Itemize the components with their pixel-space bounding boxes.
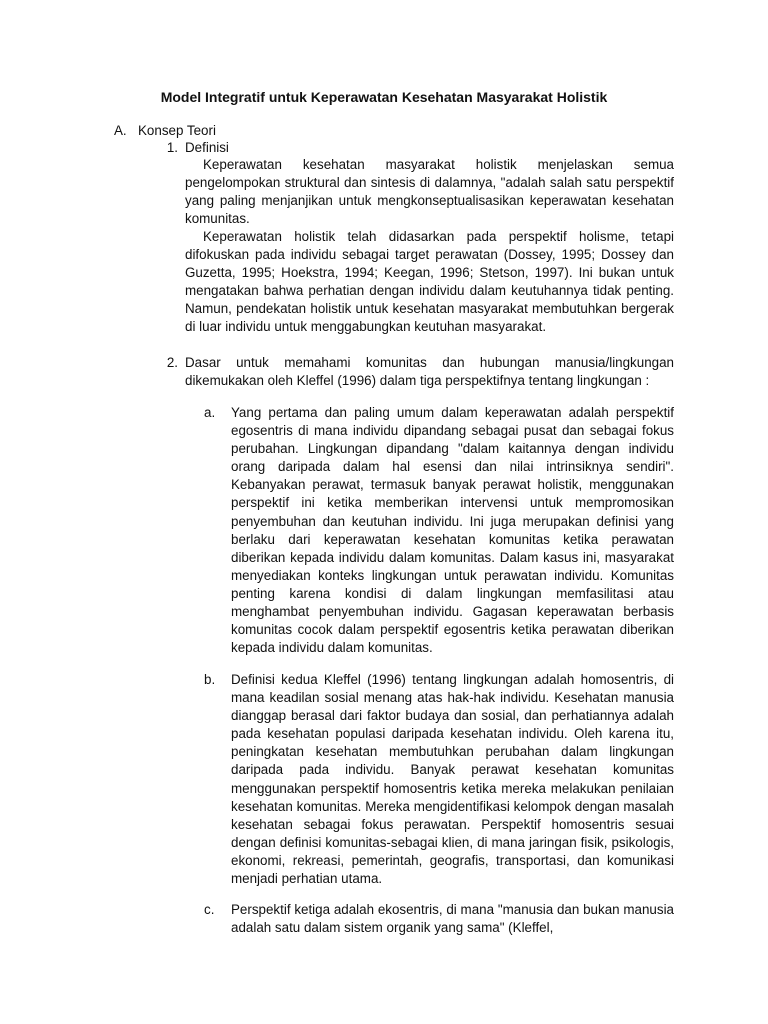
item-2-text: Dasar untuk memahami komunitas dan hubungan manusia/lingkungan dikemukakan oleh Kleffel (1996) dalam tiga perspektifnya tentang lingkungan :: [185, 355, 674, 389]
document-title: Model Integratif untuk Keperawatan Kesehatan Masyarakat Holistik: [160, 89, 608, 105]
section-marker: A.: [114, 123, 127, 138]
subitem-b-text: Definisi kedua Kleffel (1996) tentang lingkungan adalah homosentris, di mana keadilan sosial menang atas hak-hak individu. Kesehatan manusia dianggap berasal dari faktor budaya dan sosial, dan perhatiannya adalah pada kesehatan populasi daripada kesehatan individu. Oleh karena itu, peningkatan kesehatan membutuhkan perubahan dalam lingkungan daripada pada individu. Banyak perawat kesehatan komunitas menggunakan perspektif homosentris ketika mereka melakukan penilaian kesehatan komunitas. Mereka mengidentifikasi kelompok dengan masalah kesehatan sebagai fokus perawatan. Perspektif homosentris sesuai dengan definisi komunitas-sebagai klien, di mana jaringan fisik, psikologis, ekonomi, rekreasi, pemerintah, geografis, transportasi, dan komunikasi menjadi perhatian utama.: [231, 672, 674, 887]
subitem-b-marker: b.: [204, 672, 216, 687]
item-1-title: Definisi: [185, 140, 229, 155]
subitem-c-text: Perspektif ketiga adalah ekosentris, di mana "manusia dan bukan manusia adalah satu dalam sistem organik yang sama" (Kleffel,: [231, 902, 674, 936]
definition-paragraph-2: Keperawatan holistik telah didasarkan pada perspektif holisme, tetapi difokuskan pada individu sebagai target perawatan (Dossey, 1995; Dossey dan Guzetta, 1995; Hoekstra, 1994; Keegan, 1996; Stetson, 1997). Ini bukan untuk mengatakan bahwa perhatian dengan individu dalam keutuhannya tidak penting. Namun, pendekatan holistik untuk kesehatan masyarakat membutuhkan bergerak di luar individu untuk menggabungkan keutuhan masyarakat.: [185, 229, 674, 335]
subitem-c-marker: c.: [204, 902, 215, 917]
item-1-marker: 1.: [166, 140, 178, 155]
subitem-a-text: Yang pertama dan paling umum dalam keperawatan adalah perspektif egosentris di mana individu dipandang sebagai pusat dan sebagai fokus perubahan. Lingkungan dipandang "dalam kaitannya dengan individu orang daripada dalam hal esensi dan nilai intrinsiknya sendiri". Kebanyakan perawat, termasuk banyak perawat holistik, menggunakan perspektif ini ketika memberikan intervensi untuk mempromosikan penyembuhan dan keutuhan individu. Ini juga merupakan definisi yang berlaku dari keperawatan kesehatan komunitas ketika perawatan diberikan kepada individu dalam komunitas. Dalam kasus ini, masyarakat menyediakan konteks lingkungan untuk perawatan individu. Komunitas penting karena kondisi di dalam lingkungan memfasilitasi atau menghambat penyembuhan individu. Gagasan keperawatan berbasis komunitas cocok dalam perspektif egosentris ketika perawatan diberikan kepada individu dalam komunitas.: [231, 405, 674, 656]
item-2-marker: 2.: [166, 355, 178, 370]
definition-paragraph-1: Keperawatan kesehatan masyarakat holistik menjelaskan semua pengelompokan struktural dan sintesis di dalamnya, "adalah salah satu perspektif yang paling menjanjikan untuk mengkonseptualisasikan keperawatan kesehatan komunitas.: [185, 157, 674, 227]
section-title: Konsep Teori: [138, 123, 216, 138]
subitem-a-marker: a.: [204, 405, 216, 420]
